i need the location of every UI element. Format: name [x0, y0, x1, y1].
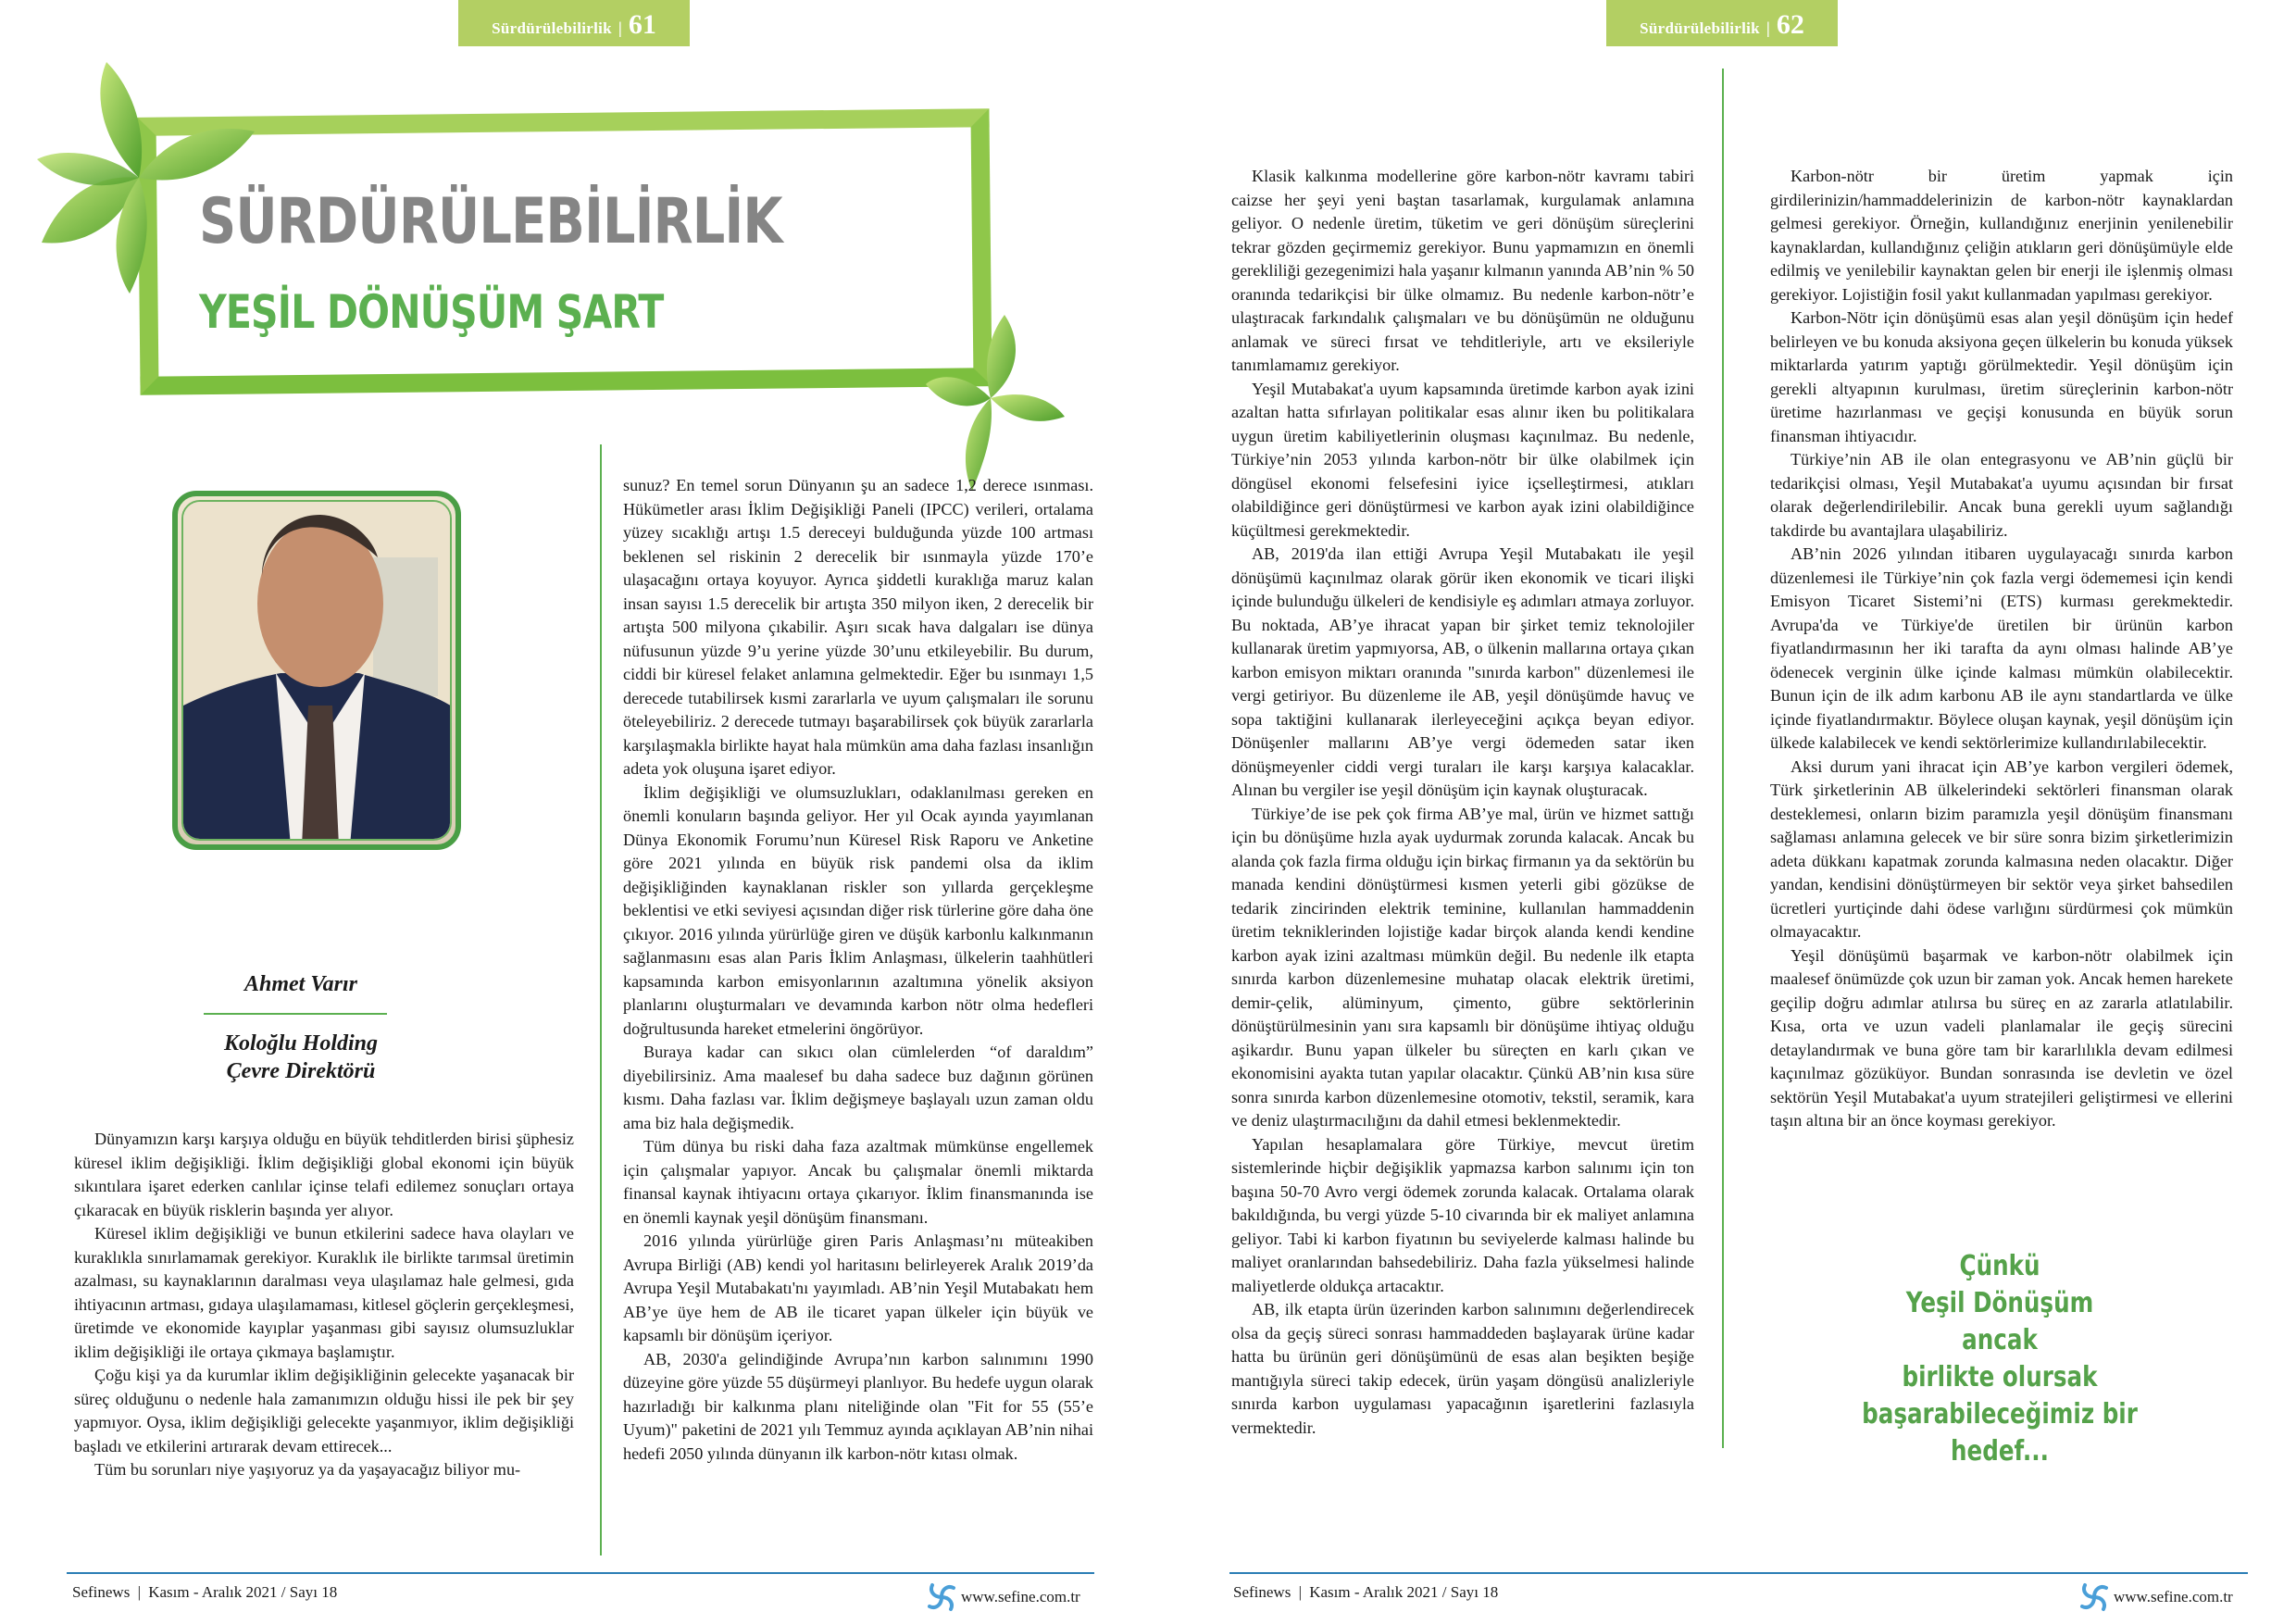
text-column-right-b: [1770, 165, 2233, 1133]
footer-website: [2078, 1581, 2233, 1613]
portrait-photo-icon: [181, 500, 452, 841]
paragraph: 2016 yılında yürürlüğe giren Paris Anlaşması’nı müteakiben Avrupa Birliği (AB) kendi yol haritasını belirleyerek Aralık 2019’da Avrupa Yeşil Mutabakatı'nı yayımladı. AB’nin Yeşil Mutabakatı hem AB’ye üye hem de AB ile ticaret yapan ülkeler için büyük ve kapsamlı bir dönüşüm içeriyor.: [623, 1231, 1093, 1344]
paragraph: Yeşil dönüşümü başarmak ve karbon-nötr olabilmek için maalesef önümüzde çok uzun bir zaman yok. Ancak hemen harekete geçilip doğru adımlar atılırsa bu süreç en az zararla atlatılabilir. Kısa, orta ve uzun vadeli planlamalar ile geçiş sürecini detaylandırmak ve buna göre tam bir kararlılıkla devam edilmesi kaçınılmaz gözüküyor. Bundan sonrasında ise devletin ve özel sektörün Yeşil Mutabakat'a uyum stratejileri geliştirmesi ve ellerini taşın altına bir an önce koyması gerekiyor.: [1770, 945, 2233, 1130]
paragraph: Buraya kadar can sıkıcı olan cümlelerden “of daraldım” diyebilirsiniz. Ama maalesef bu daha sadece buz dağının görünen kısmı. Daha fazlası var. İklim değişmeye başlayalı uzun zaman oldu ama biz hala değişmedik.: [623, 1043, 1093, 1132]
page-62: [1148, 0, 2296, 1624]
column-divider: [600, 444, 602, 1555]
footer-website: [926, 1581, 1080, 1613]
pull-quote-line: Çünkü: [1959, 1250, 2040, 1282]
paragraph: sunuz? En temel sorun Dünyanın şu an sadece 1,2 derece ısınması. Hükümetler arası İklim Değişikliği Paneli (IPCC) verileri, ortalama yüzey sıcaklığı artışı 1.5 dereceyi bulduğunda yüzde 100 artması beklenen sel riskinin 2 derecelik bir ısınmayla yüzde 170’e ulaşacağını ortaya koyuyor. Ayrıca şiddetli kuraklığa maruz kalan insan sayısı 1.5 derecelik bir artışta 350 milyon iken, 2 derecelik bir artışta 500 milyona çıkabilir. Aşırı sıcak hava dalgaları ise dünya nüfusunun yüzde 9’u yerine yüzde 30’unu etkileyebilir. Bu durum, ciddi bir küresel felaket anlamına gelmektedir. Eğer bu ısınmayı 1,5 derecede tutabilirsek kısmi zararlarla ve uyum çalışmaları ile sorunu öteleyebiliriz. 2 derecede tutmayı başarabilirsek çok büyük zararlarla karşılaşmakla birlikte hayat hala mümkün ama daha fazlası insanlığın adeta yok oluşuna işaret ediyor.: [623, 476, 1093, 778]
footer-issue-info: [1233, 1583, 1498, 1602]
website-link[interactable]: www.sefine.com.tr: [961, 1588, 1080, 1605]
text-column-left-b: [623, 474, 1093, 1466]
header-separator: |: [618, 19, 622, 37]
paragraph: Dünyamızın karşı karşıya olduğu en büyük tehditlerden birisi şüphesiz küresel iklim değişikliği. İklim değişikliği global ekonomi için büyük sıkıntılara işaret ederken canlılar içinse telafi edilemez sonuçları ortaya çıkaracak en büyük risklerin başında yer alıyor.: [74, 1130, 574, 1219]
issue-info: Kasım - Aralık 2021 / Sayı 18: [148, 1583, 338, 1601]
footer-separator: |: [1298, 1583, 1302, 1601]
text-column-right-a: [1231, 165, 1694, 1440]
paragraph: AB, 2019'da ilan ettiği Avrupa Yeşil Mutabakatı ile yeşil dönüşümü kaçınılmaz olarak görür iken ekonomik ve ticari ilişki içinde bulunduğu ülkeleri de kendisiyle eş adımları atmaya zorluyor. Bu noktada, AB’ye ihracat yapan bir şirket temiz teknolojiler kullanarak üretim yapmıyorsa, AB, o ülkenin mallarına ortaya çıkan karbon emisyon miktarı oranında "sınırda karbon" düzenlemesi ile vergi getiriyor. Bu düzenleme ile AB, yeşil dönüşümde havuç ve sopa taktiğini kullanarak ilerleyeceğini açıkça beyan ediyor. Dönüşenler mallarını AB’ye vergi ödemeden satar iken dönüşmeyenler ciddi vergi turaları ile karşı karşıya kalacaklar. Alınan bu vergiler ise yeşil dönüşüm için kaynak oluşturacak.: [1231, 544, 1694, 799]
leaf-cluster-icon: [926, 315, 1148, 500]
paragraph: Yapılan hesaplamalara göre Türkiye, mevcut üretim sistemlerinde hiçbir değişiklik yapmazsa karbon salınımı için ton başına 50-70 Avro vergi ödemek zorunda kalacak. Ortalama olarak bakıldığında, bu vergi yüzde 5-10 civarında bir ek maliyet anlamına geliyor. Tabi ki karbon fiyatının bu seviyelerde kalması halinde bu maliyet oranlarından bahsedebiliriz. Daha fazla yükselmesi halinde maliyetlerde oldukça artacaktır.: [1231, 1134, 1694, 1295]
paragraph: AB, ilk etapta ürün üzerinden karbon salınımını değerlendirecek olsa da geçiş süreci sonrası hammaddeden başlayarak ürüne kadar hatta bu ürünün geri dönüşümünü de esas alan beşikten beşiğe mantığıyla süreci takip edecek, ürün yaşam döngüsü analizleriyle sınırda karbon uygulaması yapacağının işaretlerini fazlasıyla vermektedir.: [1231, 1300, 1694, 1437]
pull-quote-line: başarabileceğimiz bir hedef...: [1862, 1398, 2138, 1468]
paragraph: Klasik kalkınma modellerine göre karbon-nötr kavramı tabiri caizse her şeyi yeni baştan tasarlamak, kurgulamak anlamına geliyor. O nedenle üretim, tüketim ve geri dönüşüm süreçlerini tekrar gözden geçirmemiz gerekiyor. Bunu yapmamızın en önemli gerekliliği gezegenimizi hala yaşanır kılmanın yanında AB’nin % 50 oranında tedarikçisi bir ülke olmamız. Bu nedenle karbon-nötr’e ulaştıracak farkındalık çalışmaları ve bu dönüşümün ne olduğunu anlamak ve süreci fırsat ve tehditleriyle, artı ve eksileriyle tanımlamamız gerekiyor.: [1231, 167, 1695, 374]
author-title: Çevre Direktörü: [226, 1059, 376, 1083]
pull-quote-line: birlikte olursak: [1902, 1361, 2098, 1393]
paragraph: Karbon-nötr bir üretim yapmak için girdilerinizin/hammaddelerinizin de karbon-nötr kaynaklardan gelmesi gerekiyor. Örneğin, kullandığınız enerjinin yenilenebilir kaynaklardan, kullandığınız çeliğin atıkların geri dönüşümüyle elde edilmiş ve yenilebilir kaynaktan gelen bir enerji ile işlenmiş olması gerekiyor. Lojistiğin fosil yakıt kullanmadan yapılması gerekiyor.: [1770, 167, 2233, 304]
paragraph: AB’nin 2026 yılından itibaren uygulayacağı sınırda karbon düzenlemesi ile Türkiye’nin çok fazla vergi ödememesi için kendi Emisyon Ticaret Sistemi’ni (ETS) kurması gerekmektedir. Avrupa'da ve Türkiye'de üretilen bir ürünün karbon fiyatlandırmasının her iki tarafta da aynı olması halinde AB’ye ödenecek verginin ülke içinde kalması mümkün olabilecektir. Bunun için de ilk adım karbonu AB ile aynı standartlarda ve ülke içinde fiyatlandırmaktır. Böylece oluşan kaynak, yeşil dönüşüm için ülkede kalabilecek ve kendi sektörlerimize kullandırılabilecektir.: [1770, 544, 2233, 752]
footer-separator: |: [137, 1583, 141, 1601]
sefine-logo-icon: [2078, 1581, 2110, 1613]
paragraph: Tüm dünya bu riski daha faza azaltmak mümkünse engellemek için çalışmalar yapıyor. Ancak bu çalışmalar önemli miktarda finansal kaynak ihtiyacını ortaya çıkarıyor. İklim finansmanında ise en önemli kaynak yeşil dönüşüm finansmanı.: [623, 1137, 1093, 1227]
paragraph: Karbon-Nötr için dönüşümü esas alan yeşil dönüşüm için hedef belirleyen ve bu konuda aksiyona geçen ülkelerin bu konuda yüksek miktarlarda yatırım yaptığı görülmektedir. Yeşil dönüşüm için gerekli altyapının kurulması, üretim süreçlerinin karbon-nötr üretime hazırlanması ve geçişi konusunda en büyük sorun finansman ihtiyacıdır.: [1770, 308, 2233, 445]
paragraph: Türkiye’de ise pek çok firma AB’ye mal, ürün ve hizmet sattığı için bu dönüşüme hızla ayak uydurmak zorunda kalacak. Ancak bu alanda çok fazla firma olduğu için birkaç firmanın ya da sektörün bu manada kendini dönüştürmesi kısmen yeterli gibi gözükse de tedarik zincirinden elektrik teminine, kullanılan hammaddenin üretim tekniklerinden lojistiğe kadar birçok alanda kendi kendine karbon ayak izini azaltması mümkün değil. Bu nedenle ilk etapta sınırda karbon düzenlemesine muhatap olacak elektrik üretimi, demir-çelik, alüminyum, çimento, gübre sektörlerinin dönüştürülmesinin yanı sıra kapsamlı bir dönüşüme ihtiyaç olduğu aşikardır. Bunu yapan ülkeler bu süreçten en karlı çıkan ve ekonomisini ayakta tutan yapılar olacaktır. Çünkü AB’nin kısa süre sonra sınırda karbon düzenlemesine otomotiv, tekstil, seramik, kara ve deniz ulaştırmacılığını da dahil etmesi beklenmektedir.: [1231, 804, 1694, 1130]
leaf-cluster-icon: [37, 57, 259, 298]
header-tab-right: [1606, 0, 1838, 46]
author-company: Koloğlu Holding: [223, 1031, 379, 1056]
footer-rule: [1229, 1572, 2248, 1574]
paragraph: AB, 2030'a gelindiğinde Avrupa’nın karbon salınımını 1990 düzeyine göre yüzde 55 düşürmeyi planlıyor. Bu hedefe uygun olarak hazırladığı bir kalkınma planı niteliğinde olan "Fit for 55 (55’e Uyum)" paketini de 2021 yılı Temmuz ayında açıklayan AB’nin nihai hedefi 2050 yılında dünyanın ilk karbon-nötr kıtası olmak.: [623, 1349, 1093, 1463]
header-section: Sürdürülebilirlik: [492, 19, 612, 37]
author-photo: [172, 491, 461, 850]
author-divider: [204, 1013, 387, 1015]
article-section-title: SÜRDÜRÜLEBİLİRLİK: [199, 185, 782, 258]
paragraph: Tüm bu sorunları niye yaşıyoruz ya da yaşayacağız biliyor mu-: [94, 1460, 521, 1479]
leaf-shape: [987, 315, 1016, 398]
magazine-name: Sefinews: [1233, 1583, 1292, 1601]
header-tab-left: [458, 0, 690, 46]
paragraph: Yeşil Mutabakat'a uyum kapsamında üretimde karbon ayak izini azaltan hatta sıfırlayan politikalar esas alınır iken bu politikalara uygun üretim kabiliyetlerinin oluşması kaçınılmaz. Bu nedenle, Türkiye’nin 2053 yılında karbon-nötr bir ülke olabilmek için döngüsel ekonomi felsefesini iyice içselleştirmesi, atıkları olabildiğince geri dönüştürmesi ve karbon ayak izini olabildiğince küçültmesi gerekmektedir.: [1231, 379, 1694, 540]
author-name: Ahmet Varır: [243, 972, 358, 996]
paragraph: Çoğu kişi ya da kurumlar iklim değişikliğinin gelecekte yaşanacak bir süreç olduğunu o nedenle hala zamanımızın olduğu hissi ile pek bir şey yapmıyor. Oysa, iklim değişikliği gelecekte yaşanmıyor, iklim değişikliği başladı ve etkilerini artırarak devam ettirecek...: [74, 1366, 574, 1455]
leaf-shape: [991, 394, 1065, 421]
magazine-name: Sefinews: [72, 1583, 131, 1601]
footer-rule: [67, 1572, 1094, 1574]
pull-quote-line: ancak: [1962, 1324, 2038, 1356]
issue-info: Kasım - Aralık 2021 / Sayı 18: [1309, 1583, 1499, 1601]
pull-quote: [1844, 1248, 2155, 1470]
leaf-shape: [139, 129, 255, 181]
paragraph: Küresel iklim değişikliği ve bunun etkilerini sadece hava olayları ve kuraklıkla sınırlamamak gerekiyor. Kuraklık ile birlikte tarımsal üretimin azalması, su kaynaklarının daralması veya ulaşılamaz hale gelmesi, gıda ihtiyacının artması, gıdaya ulaşılamaması, kitlesel göçlerin gerçekleşmesi, üretimde ve ekonomide kayıplar yaşanması gibi sayısız olumsuzluklar iklim değişikliği ile ortaya çıkmaya başlamıştır.: [74, 1224, 574, 1361]
header-separator: |: [1766, 19, 1770, 37]
author-affiliation: [167, 1030, 435, 1085]
tie-shape: [302, 706, 339, 841]
column-divider: [1722, 69, 1724, 1448]
portrait-illustration: [183, 502, 452, 841]
paragraph: Aksi durum yani ihracat için AB’ye karbon vergileri ödemek, Türk şirketlerinin AB ülkelerindeki sektörleri finansman olarak desteklemesi, onların bizim paramızla yeşil dönüşüm finansmanı sağlaması anlamına gelecek ve bir süre sonra bizim şirketlerimizin adeta dükkanı kapatmak zorunda kalmasına neden olacaktır. Diğer yandan, kendisini dönüştürmeyen bir sektör veya şirket bahsedilen ücretleri yurtiçinde dahi ödese varlığını sürdürmesi çok mümkün olmayacaktır.: [1770, 756, 2233, 941]
footer-issue-info: [72, 1583, 337, 1602]
text-column-left-a: [74, 1128, 574, 1482]
paragraph: İklim değişikliği ve olumsuzlukları, odaklanılması gereken en önemli konuların başında geliyor. Her yıl Ocak ayında yayımlanan Dünya Ekonomik Forumu’nun Küresel Risk Raporu ve Anketine göre 2021 yılında en büyük risk pandemi olsa da iklim değişikliğinden kaynaklanan riskler son yıllarda gerçekleşme beklentisi ve etki seviyesi açısından diğer risk türlerine göre daha öne çıkıyor. 2016 yılında yürürlüğe giren ve düşük karbonlu kalkınmanın sağlanmasını esas alan Paris İklim Anlaşması, ülkelerin taahhütleri kapsamında karbon emisyonlarının azaltımına yönelik aksiyon planlarını oluşturmaları ve devamında karbon nötr olma hedefleri doğrultusunda hareket etmelerini öngörüyor.: [623, 782, 1093, 1038]
sefine-logo-icon: [926, 1581, 957, 1613]
leaf-shape: [926, 377, 991, 406]
paragraph: Türkiye’nin AB ile olan entegrasyonu ve AB’nin güçlü bir tedarikçisi olması, Yeşil Mutabakat'a uyumu açısından bir fırsat olarak değerlendirilebilir. Ancak buna gerekli uyum sağlandığı takdirde bu avantajlara ulaşabiliriz.: [1770, 450, 2233, 540]
website-link[interactable]: www.sefine.com.tr: [2114, 1588, 2233, 1605]
article-headline: YEŞİL DÖNÜŞÜM ŞART: [199, 285, 664, 339]
page-number: 61: [628, 9, 656, 40]
page-number: 62: [1776, 9, 1804, 40]
header-section: Sürdürülebilirlik: [1640, 19, 1760, 37]
pull-quote-line: Yeşil Dönüşüm: [1905, 1287, 2094, 1319]
